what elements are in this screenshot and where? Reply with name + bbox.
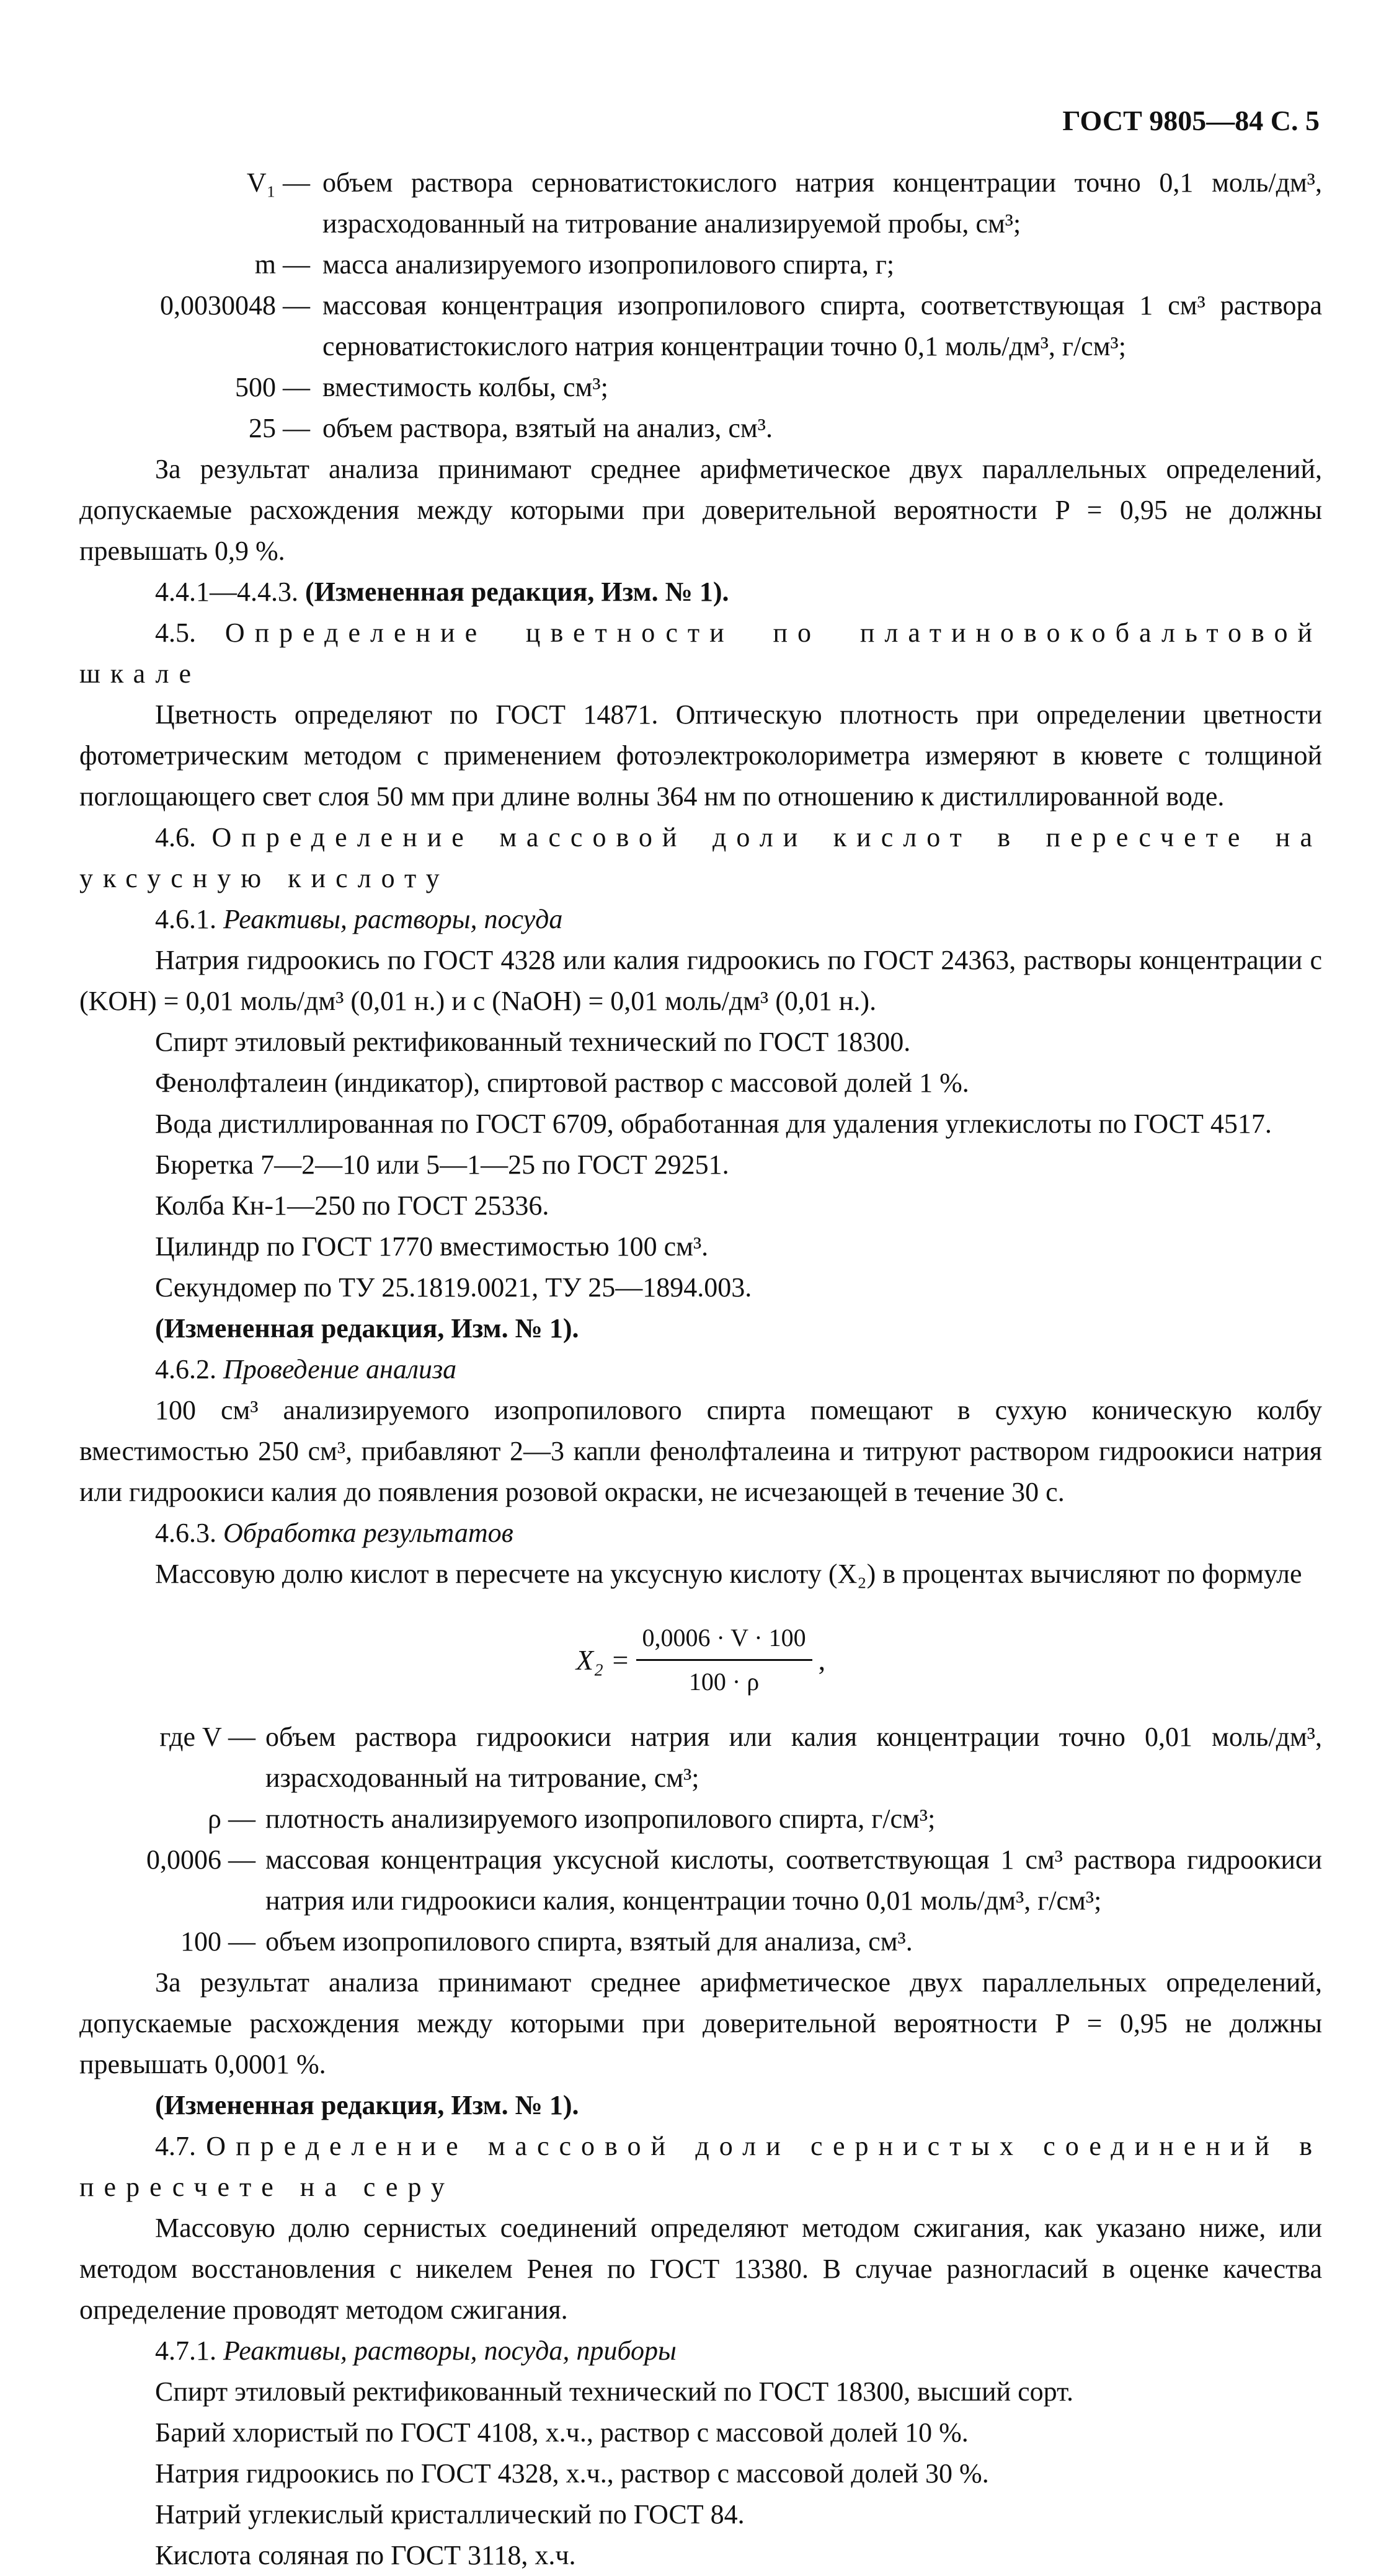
definition-key: 25 — (249, 413, 310, 443)
edit-note-441 (79, 572, 1322, 613)
section-4-6-3-heading (79, 1513, 1322, 1554)
definition-item (79, 162, 1322, 244)
section-number: 4.7.1. (155, 2335, 216, 2366)
definition-text: масса анализируемого изопропилового спирта, г; (322, 249, 895, 280)
section-title: Определение цветности по платиновокобальтовой шкале (79, 617, 1322, 689)
section-title: Определение массовой доли сернистых соединений в пересчете на серу (79, 2131, 1322, 2202)
list-item: Фенолфталеин (индикатор), спиртовой раствор с массовой долей 1 %. (155, 1068, 969, 1098)
section-4-7-text: Массовую долю сернистых соединений определяют методом сжигания, как указано ниже, или методом восстановления с никелем Ренея по ГОСТ 13380. В случае разногласий в оценке качества определение проводят методом сжигания. (79, 2213, 1322, 2325)
formula-denominator: 100 · ρ (688, 1668, 760, 1696)
clause-number: 4.4.1—4.4.3. (155, 577, 298, 607)
section-title: Реактивы, растворы, посуда, приборы (223, 2335, 677, 2366)
definition-key: 0,0006 — (146, 1844, 255, 1875)
section-number: 4.6. (155, 822, 196, 852)
definition-text: вместимость колбы, см³; (322, 372, 608, 402)
list-item: Барий хлористый по ГОСТ 4108, х.ч., раствор с массовой долей 10 %. (155, 2417, 969, 2448)
definition-item (79, 1921, 1322, 1962)
list-item: Секундомер по ТУ 25.1819.0021, ТУ 25—1894.003. (155, 1272, 752, 1303)
definition-text: массовая концентрация изопропилового спирта, соответствующая 1 см³ раствора серноватистокислого натрия концентрации точно 0,1 моль/дм³, г/см³; (322, 290, 1322, 361)
section-number: 4.5. (155, 617, 196, 648)
definitions-lead: где (159, 1722, 196, 1752)
section-title: Определение массовой доли кислот в пересчете на уксусную кислоту (79, 822, 1323, 893)
reagents-list-1 (79, 940, 1322, 1308)
list-item: Вода дистиллированная по ГОСТ 6709, обработанная для удаления углекислоты по ГОСТ 4517. (155, 1109, 1272, 1139)
section-4-6-2-text: 100 см³ анализируемого изопропилового спирта помещают в сухую коническую колбу вместимостью 250 см³, прибавляют 2—3 капли фенолфталеина и титруют раствором гидроокиси натрия или гидроокиси калия до появления розовой окраски, не исчезающей в течение 30 с. (79, 1395, 1322, 1507)
definition-text: объем раствора серноватистокислого натрия концентрации точно 0,1 моль/дм³, израсходованный на титрование анализируемой пробы, см³; (322, 167, 1322, 239)
definition-text: объем раствора, взятый на анализ, см³. (322, 413, 773, 443)
formula-numerator: 0,0006 · V · 100 (636, 1619, 812, 1661)
page-content (79, 162, 1322, 2576)
page-header: ГОСТ 9805—84 С. 5 (1062, 105, 1320, 136)
reagents-list-2 (79, 2371, 1322, 2576)
list-item: Цилиндр по ГОСТ 1770 вместимостью 100 см³. (155, 1231, 709, 1262)
section-4-7-heading (79, 2126, 1322, 2208)
definition-text: плотность анализируемого изопропилового спирта, г/см³; (265, 1804, 936, 1834)
formula-x2 (79, 1619, 1322, 1701)
section-number: 4.6.1. (155, 904, 216, 934)
definition-text: объем раствора гидроокиси натрия или калия концентрации точно 0,01 моль/дм³, израсходованный на титрование, см³; (265, 1722, 1322, 1793)
definition-text: массовая концентрация уксусной кислоты, соответствующая 1 см³ раствора гидроокиси натрия или гидроокиси калия, концентрации точно 0,01 моль/дм³, г/см³; (265, 1844, 1322, 1916)
list-item: Колба Кн-1—250 по ГОСТ 25336. (155, 1190, 549, 1221)
definition-key: m — (254, 249, 310, 280)
definition-text: объем изопропилового спирта, взятый для анализа, см³. (265, 1926, 913, 1957)
section-4-5-text: Цветность определяют по ГОСТ 14871. Оптическую плотность при определении цветности фотометрическим методом с применением фотоэлектроколориметра измеряют в кювете с толщиной поглощающего свет слоя 50 мм при длине волны 364 нм по отношению к дистиллированной воде. (79, 699, 1322, 812)
section-4-7-1-heading (79, 2330, 1322, 2371)
formula-tail: , (818, 1644, 826, 1676)
definitions-list-2 (79, 1717, 1322, 1962)
section-4-6-2-heading (79, 1349, 1322, 1390)
definition-item (79, 1717, 1322, 1799)
edit-note: (Измененная редакция, Изм. № 1). (155, 1313, 579, 1343)
list-item: Кислота соляная по ГОСТ 3118, х.ч. (155, 2540, 576, 2570)
section-title: Реактивы, растворы, посуда (223, 904, 563, 934)
result-paragraph-2: За результат анализа принимают среднее арифметическое двух параллельных определений, допускаемые расхождения между которыми при доверительной вероятности P = 0,95 не должны превышать 0,0001 %. (79, 1967, 1322, 2079)
definition-item (79, 1839, 1322, 1921)
definitions-list-1 (79, 162, 1322, 449)
definition-key: 100 — (180, 1926, 255, 1957)
edit-note-text: (Измененная редакция, Изм. № 1). (305, 577, 729, 607)
section-4-6-1-heading (79, 899, 1322, 940)
definition-key: где V — (159, 1722, 255, 1752)
section-4-5-heading (79, 613, 1322, 694)
edit-note: (Измененная редакция, Изм. № 1). (155, 2090, 579, 2120)
definition-item (79, 367, 1322, 408)
formula-fraction (636, 1619, 812, 1701)
result-paragraph-1: За результат анализа принимают среднее арифметическое двух параллельных определений, допускаемые расхождения между которыми при доверительной вероятности P = 0,95 не должны превышать 0,9 %. (79, 454, 1322, 566)
definition-item (79, 408, 1322, 449)
list-item: Спирт этиловый ректификованный технический по ГОСТ 18300, высший сорт. (155, 2376, 1073, 2407)
definition-key: 500 — (235, 372, 310, 402)
definition-key: V₁ — (246, 167, 310, 198)
list-item: Бюретка 7—2—10 или 5—1—25 по ГОСТ 29251. (155, 1149, 729, 1180)
definition-item (79, 285, 1322, 367)
section-4-6-3-text: Массовую долю кислот в пересчете на уксусную кислоту (X₂) в процентах вычисляют по формуле (155, 1559, 1302, 1589)
definition-item (79, 244, 1322, 285)
section-number: 4.6.2. (155, 1354, 216, 1384)
definition-key: ρ — (208, 1804, 255, 1834)
section-number: 4.7. (155, 2131, 196, 2161)
section-number: 4.6.3. (155, 1518, 216, 1548)
formula-lhs: X₂ = (575, 1644, 630, 1676)
section-title: Проведение анализа (223, 1354, 457, 1384)
list-item: Натрия гидроокись по ГОСТ 4328 или калия гидроокись по ГОСТ 24363, растворы концентрации c (KOH) = 0,01 моль/дм³ (0,01 н.) и c (NaOH) = 0,01 моль/дм³ (0,01 н.). (79, 945, 1322, 1016)
list-item: Спирт этиловый ректификованный технический по ГОСТ 18300. (155, 1027, 911, 1057)
list-item: Натрия гидроокись по ГОСТ 4328, х.ч., раствор с массовой долей 30 %. (155, 2458, 989, 2489)
section-4-6-heading (79, 817, 1322, 899)
section-title: Обработка результатов (223, 1518, 513, 1548)
definition-item (79, 1799, 1322, 1839)
list-item: Натрий углекислый кристаллический по ГОСТ 84. (155, 2499, 745, 2530)
definition-key: 0,0030048 — (160, 290, 310, 321)
